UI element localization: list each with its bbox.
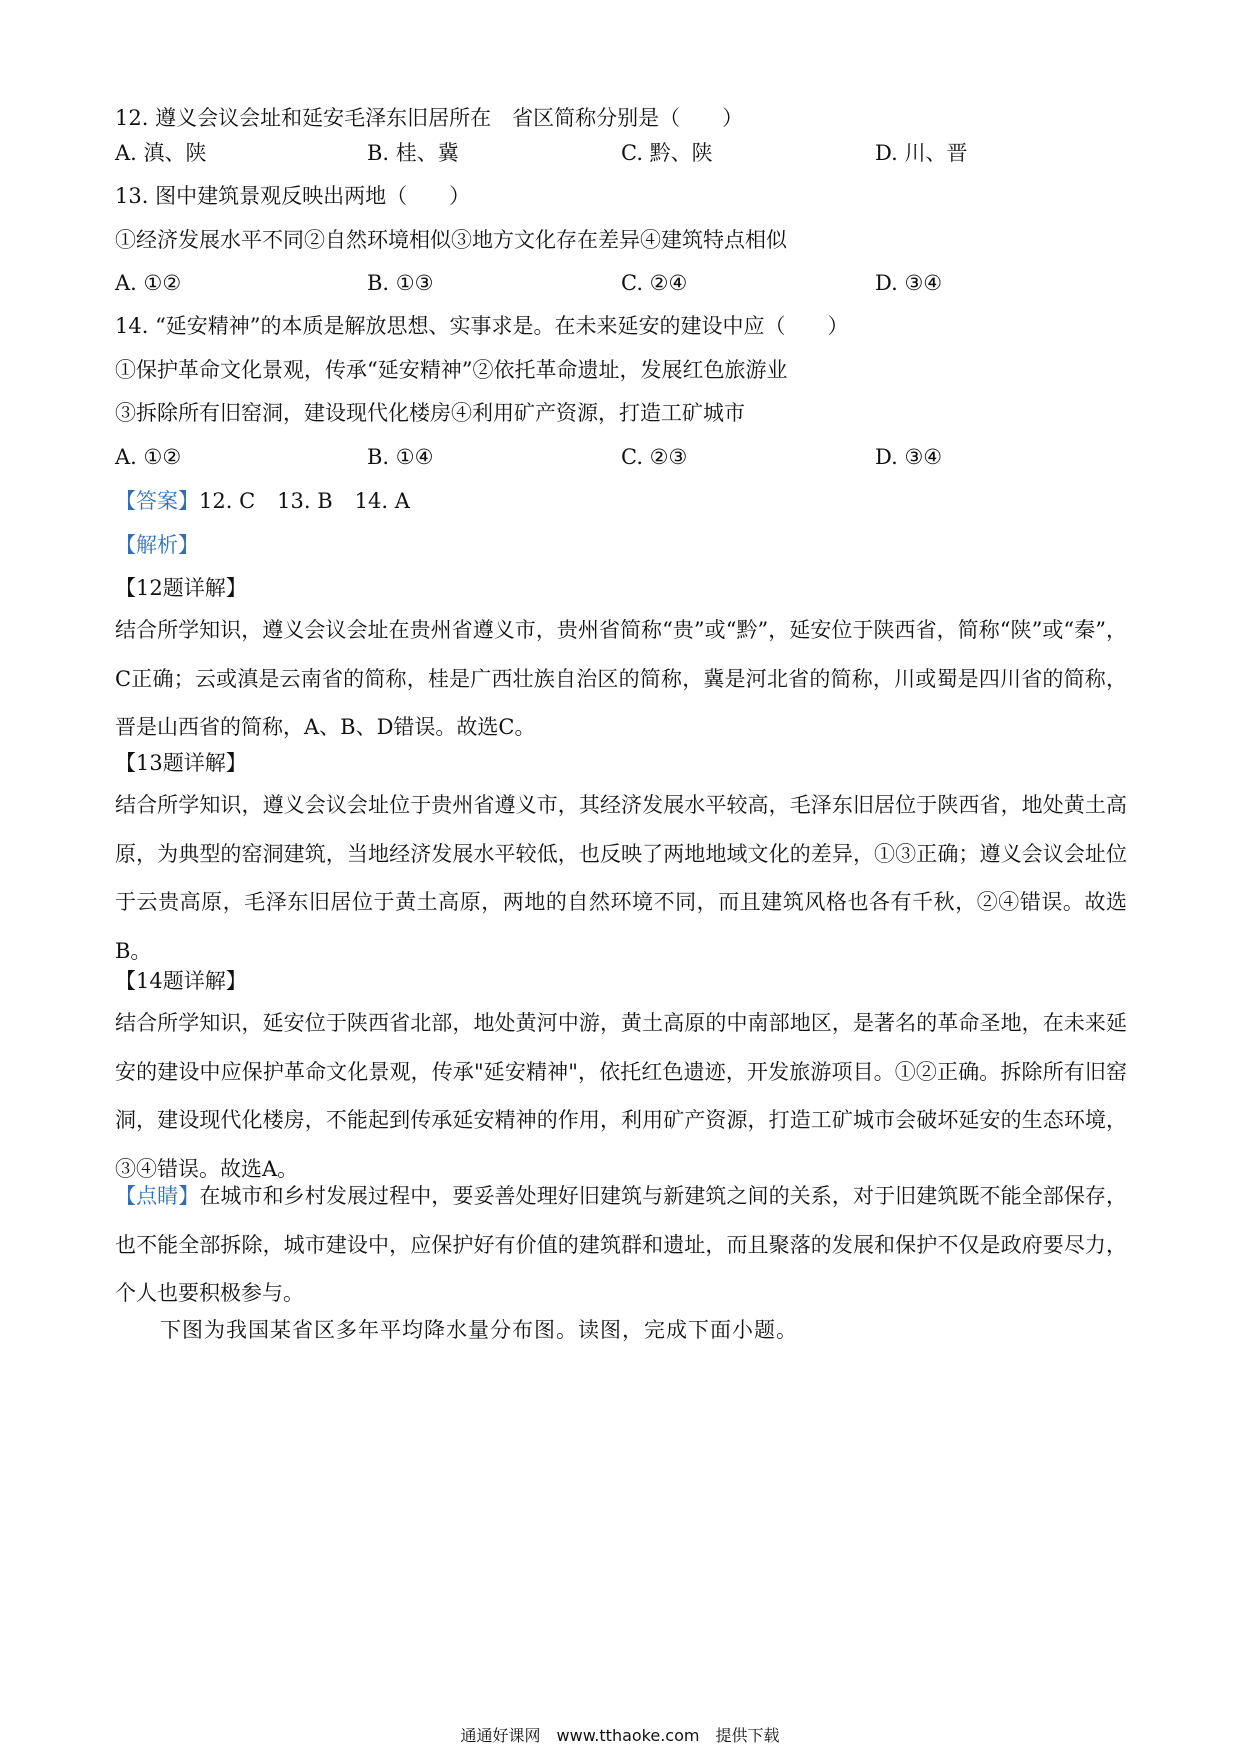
point-text: 在城市和乡村发展过程中，要妥善处理好旧建筑与新建筑之间的关系，对于旧建筑既不能全部保存，也不能全部拆除，城市建设中，应保护好有价值的建筑群和遗址，而且聚落的发展和保护不仅是政府要尽力，个人也要积极参与。: [115, 1184, 1127, 1305]
point-label: 【点睛】: [115, 1184, 200, 1208]
q14-option-a: A. ①②: [115, 445, 182, 469]
q12-stem: 12. 遵义会议会址和延安毛泽东旧居所在 省区简称分别是（ ）: [115, 106, 744, 130]
detail-13-text: 结合所学知识，遵义会议会址位于贵州省遵义市，其经济发展水平较高，毛泽东旧居位于陕西省，地处黄土高原，为典型的窑洞建筑，当地经济发展水平较低，也反映了两地地域文化的差异，①③正确；遵义会议会址位于云贵高原，毛泽东旧居位于黄土高原，两地的自然环境不同，而且建筑风格也各有千秋，②④错误。故选B。: [115, 793, 1127, 963]
q12-option-d: D. 川、晋: [875, 141, 968, 165]
q12-option-b: B. 桂、冀: [367, 141, 459, 165]
next-question-intro: 下图为我国某省区多年平均降水量分布图。读图，完成下面小题。: [160, 1318, 798, 1342]
q13-option-d: D. ③④: [875, 271, 943, 295]
page-footer: 通通好课网 www.tthaoke.com 提供下载: [460, 1726, 780, 1745]
q13-option-b: B. ①③: [367, 271, 434, 295]
analysis-label: 【解析】: [115, 533, 199, 557]
q13-option-a: A. ①②: [115, 271, 182, 295]
q14-statement-1: ①保护革命文化景观，传承“延安精神”②依托革命遗址，发展红色旅游业: [115, 358, 788, 382]
q14-stem: 14. “延安精神”的本质是解放思想、实事求是。在未来延安的建设中应（ ）: [115, 314, 849, 338]
q12-option-a: A. 滇、陕: [115, 141, 207, 165]
q14-statement-2: ③拆除所有旧窑洞，建设现代化楼房④利用矿产资源，打造工矿城市: [115, 401, 745, 425]
q14-option-c: C. ②③: [621, 445, 688, 469]
detail-13-title: 【13题详解】: [115, 751, 247, 775]
q13-stem: 13. 图中建筑景观反映出两地（ ）: [115, 184, 471, 208]
q13-statements: ①经济发展水平不同②自然环境相似③地方文化存在差异④建筑特点相似: [115, 228, 787, 252]
answer-row: [115, 488, 1125, 514]
q13-option-c: C. ②④: [621, 271, 688, 295]
answer-13: 13. B: [277, 489, 333, 513]
answer-label: 【答案】: [115, 489, 199, 513]
answer-12: 12. C: [199, 489, 256, 513]
q14-option-d: D. ③④: [875, 445, 943, 469]
q12-option-c: C. 黔、陕: [621, 141, 713, 165]
q14-option-b: B. ①④: [367, 445, 434, 469]
answer-14: 14. A: [354, 489, 410, 513]
detail-12-text: 结合所学知识，遵义会议会址在贵州省遵义市，贵州省简称“贵”或“黔”，延安位于陕西省，简称“陕”或“秦”，C正确；云或滇是云南省的简称，桂是广西壮族自治区的简称，冀是河北省的简称，川或蜀是四川省的简称，晋是山西省的简称，A、B、D错误。故选C。: [115, 618, 1127, 739]
detail-14-text: 结合所学知识，延安位于陕西省北部，地处黄河中游，黄土高原的中南部地区，是著名的革命圣地，在未来延安的建设中应保护革命文化景观，传承"延安精神"，依托红色遗迹，开发旅游项目。①②正确。拆除所有旧窑洞，建设现代化楼房，不能起到传承延安精神的作用，利用矿产资源，打造工矿城市会破坏延安的生态环境，③④错误。故选A。: [115, 1011, 1127, 1181]
detail-14-title: 【14题详解】: [115, 969, 247, 993]
detail-12-title: 【12题详解】: [115, 576, 247, 600]
point-block: [115, 1172, 1127, 1318]
